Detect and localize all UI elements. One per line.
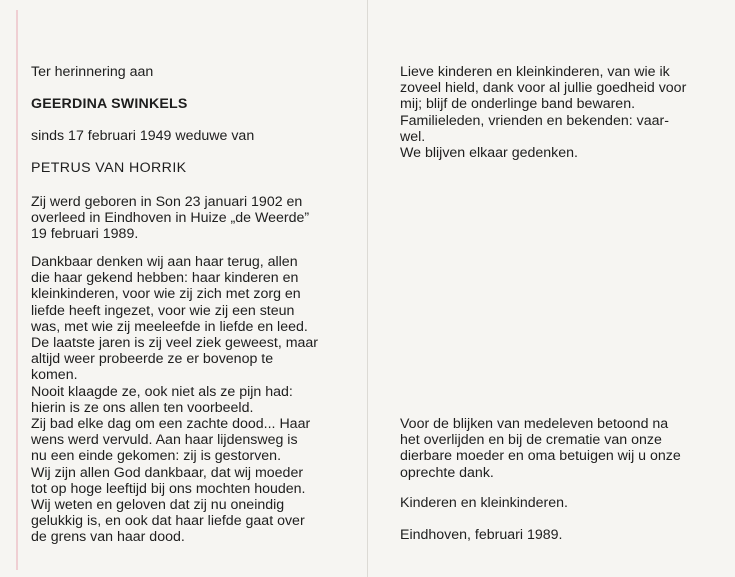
- farewell-line: Lieve kinderen en kleinkinderen, van wie ik: [400, 64, 670, 80]
- farewell-line: Familieleden, vrienden en bekenden: vaar-: [400, 112, 669, 129]
- body-line: nu een einde gekomen: zij is gestorven.: [31, 448, 282, 465]
- body-line: Nooit klaagde ze, ook niet als ze pijn had:: [31, 383, 293, 400]
- body-line: altijd weer probeerde ze er bovenop te: [31, 351, 274, 368]
- body-line: liefde heeft ingezet, voor wie zij een steun: [31, 302, 295, 319]
- farewell-paragraph: [400, 64, 721, 161]
- body-line: Wij weten en geloven dat zij nu oneindig: [31, 497, 285, 514]
- farewell-line: mij; blijf de onderlinge band bewaren.: [400, 96, 636, 113]
- body-line: was, met wie zij meeleefde in liefde en leed.: [31, 318, 308, 335]
- thanks-line: Voor de blijken van medeleven betoond na: [400, 416, 669, 432]
- thanks-paragraph: [400, 416, 721, 481]
- body-line: De laatste jaren is zij veel ziek geweest, maar: [31, 335, 319, 352]
- signature-text: Kinderen en kleinkinderen.: [400, 495, 568, 511]
- farewell-line: wel.: [400, 128, 426, 145]
- farewell-line: We blijven elkaar gedenken.: [400, 145, 578, 162]
- pink-edge-line: [16, 10, 18, 570]
- widow-text: sinds 17 februari 1949 weduwe van: [31, 128, 255, 144]
- birth-paragraph: [31, 194, 349, 243]
- thanks-line: het overlijden en bij de crematie van onze: [400, 432, 662, 449]
- body-line: Wij zijn allen God dankbaar, dat wij moeder: [31, 464, 304, 481]
- birth-line-3: 19 februari 1989.: [31, 226, 139, 243]
- thanks-line: oprechte dank.: [400, 464, 494, 481]
- place-date-text: Eindhoven, februari 1989.: [400, 527, 563, 543]
- deceased-name: GEERDINA SWINKELS: [31, 96, 188, 112]
- memorial-body: [31, 254, 349, 546]
- birth-line-1: Zij werd geboren in Son 23 januari 1902 en: [31, 194, 303, 210]
- birth-line-2: overleed in Eindhoven in Huize „de Weerde”: [31, 210, 310, 227]
- body-line: Dankbaar denken wij aan haar terug, allen: [31, 254, 298, 270]
- body-line: tot op hoge leeftijd bij ons mochten houden.: [31, 480, 306, 497]
- thanks-line: dierbare moeder en oma betuigen wij u onze: [400, 448, 681, 465]
- body-line: wens werd vervuld. Aan haar lijdensweg is: [31, 432, 298, 449]
- intro-text: Ter herinnering aan: [31, 64, 154, 80]
- body-line: komen.: [31, 367, 78, 384]
- body-line: kleinkinderen, voor wie zij zich met zorg en: [31, 286, 301, 303]
- body-line: Zij bad elke dag om een zachte dood... Haar: [31, 416, 311, 433]
- right-panel: [368, 0, 735, 577]
- farewell-line: zoveel hield, dank voor al jullie goedheid voor: [400, 80, 687, 97]
- body-line: hierin is ze ons allen ten voorbeeld.: [31, 399, 254, 416]
- body-line: die haar gekend hebben: haar kinderen en: [31, 270, 299, 287]
- body-line: de grens van haar dood.: [31, 529, 185, 546]
- husband-name: PETRUS VAN HORRIK: [31, 160, 187, 176]
- body-line: gelukkig is, en ook dat haar liefde gaat over: [31, 513, 305, 530]
